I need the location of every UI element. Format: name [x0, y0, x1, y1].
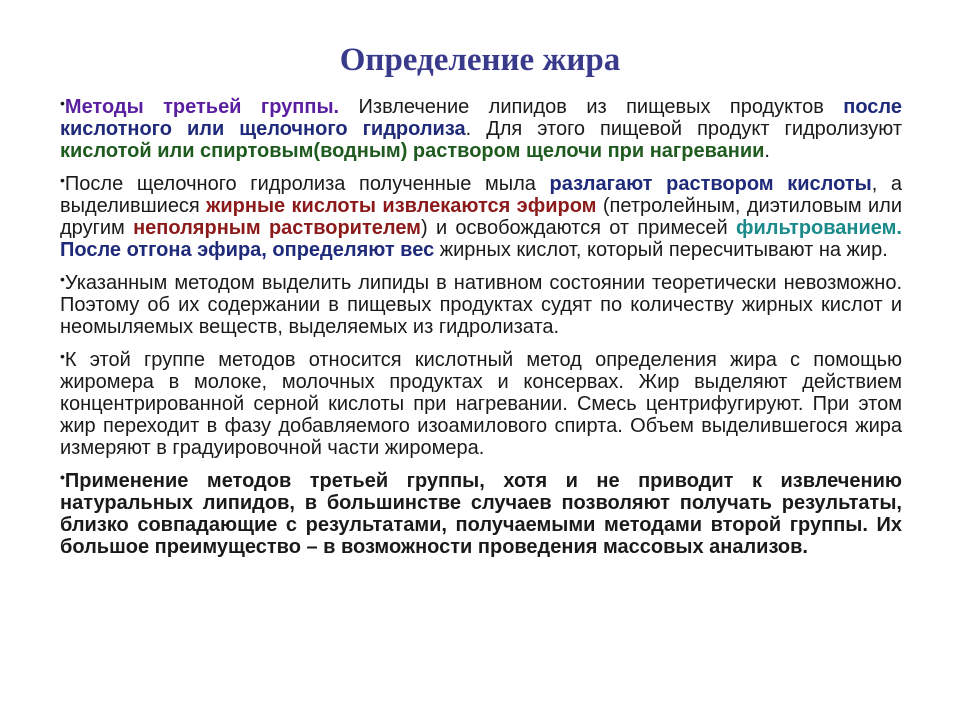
p1-heading: Методы третьей группы. — [64, 96, 340, 118]
bullet-icon: • — [60, 95, 65, 111]
p1-text-3: . — [764, 140, 770, 162]
p2-text-1: После щелочного гидролиза полученные мыла — [64, 173, 550, 195]
p1-text-1: Извлечение липидов из пищевых продуктов — [339, 96, 844, 118]
slide-title: Определение жира — [339, 42, 621, 78]
bullet-icon: • — [60, 469, 65, 485]
bullet-icon: • — [60, 172, 65, 188]
paragraph-1 — [60, 92, 902, 162]
p2-text-4: ) и освобождаются от примесей — [420, 217, 736, 239]
paragraph-2 — [60, 169, 902, 261]
bullet-icon: • — [60, 348, 65, 364]
p1-highlight-hydrolysis: после кислотного или щелочного гидролиза — [60, 96, 902, 140]
p3-text: Указанным методом выделить липиды в нативном состоянии теоретически невозможно. Поэтому об их содержании в пищевых продуктах судят по количеству жирных кислот и неомыляемых веществ, выделяемых из гидролизата. — [60, 272, 902, 338]
p2-text-3: (петролейным, диэтиловым или другим — [60, 195, 903, 239]
p2-text-5: жирных кислот, который пересчитывают на жир. — [434, 239, 888, 261]
p2-highlight-solvent: неполярным растворителем — [133, 217, 421, 239]
slide-content — [60, 92, 902, 565]
p2-highlight-ether: жирные кислоты извлекаются эфиром — [206, 195, 597, 217]
p2-highlight-weight: После отгона эфира, определяют вес — [60, 239, 435, 261]
p2-highlight-filtration: фильтрованием. — [735, 217, 902, 239]
p2-text-2: , а выделившиеся — [60, 173, 903, 217]
p1-highlight-solution: кислотой или спиртовым(водным) раствором щелочи при нагревании — [60, 140, 765, 162]
bullet-icon: • — [60, 271, 65, 287]
p4-text: К этой группе методов относится кислотный метод определения жира с помощью жиромера в молоке, молочных продуктах и консервах. Жир выделяют действием концентрированной серной кислоты при нагревании. Смесь центрифугируют. При этом жир переходит в фазу добавляемого изоамилового спирта. Объем выделившегося жира измеряют в градуировочной части жиромера. — [60, 349, 902, 459]
p1-text-2: . Для этого пищевой продукт гидролизуют — [465, 118, 902, 140]
paragraph-5 — [60, 466, 902, 558]
paragraph-3 — [60, 268, 902, 338]
p2-highlight-acid: разлагают раствором кислоты — [549, 173, 872, 195]
p5-text: Применение методов третьей группы, хотя и не приводит к извлечению натуральных липидов, в большинстве случаев позволяют получать результаты, близко совпадающие с результатами, получаемыми методами второй группы. Их большое преимущество – в возможности проведения массовых анализов. — [60, 470, 902, 558]
paragraph-4 — [60, 345, 902, 459]
